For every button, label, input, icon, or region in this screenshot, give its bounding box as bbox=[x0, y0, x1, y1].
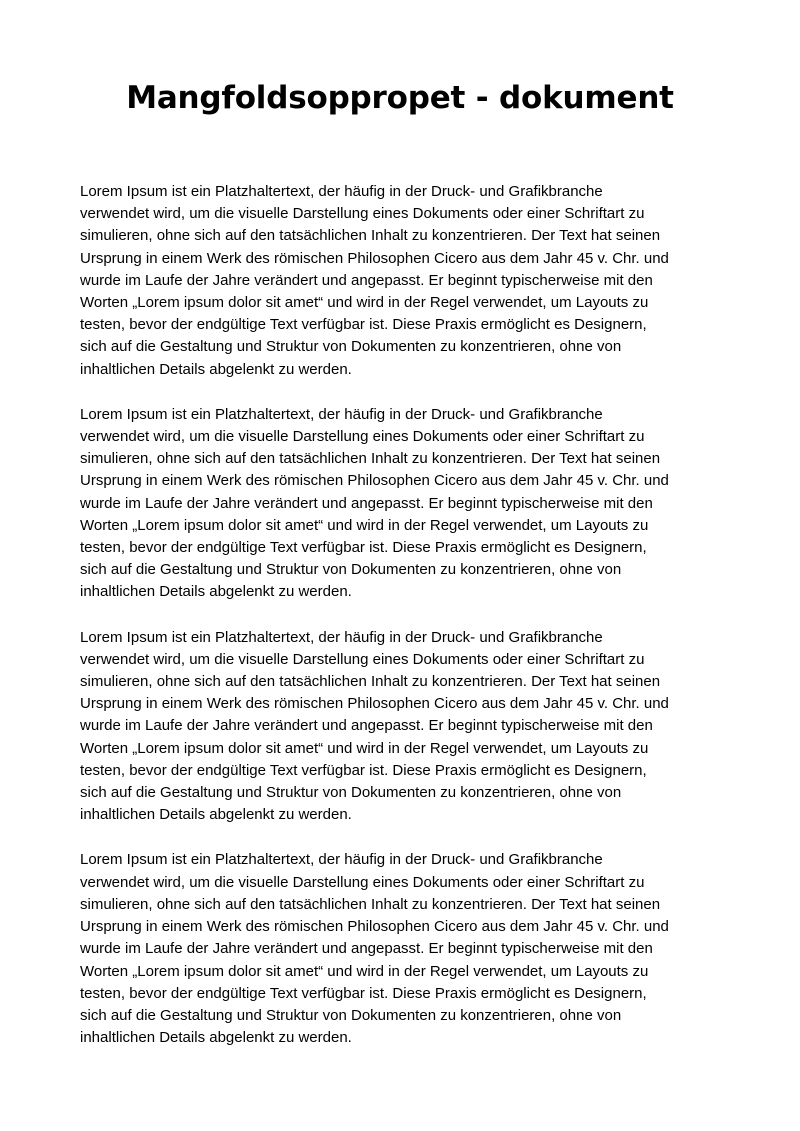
text-line: testen, bevor der endgültige Text verfügbar ist. Diese Praxis ermöglicht es Designern, bbox=[80, 539, 647, 557]
text-line: sich auf die Gestaltung und Struktur von Dokumenten zu konzentrieren, ohne von bbox=[80, 784, 622, 802]
text-line: inhaltlichen Details abgelenkt zu werden. bbox=[80, 806, 352, 824]
paragraph-1 bbox=[80, 181, 730, 381]
document-title: Mangfoldsoppropet - dokument bbox=[126, 80, 674, 116]
text-line: verwendet wird, um die visuelle Darstellung eines Dokuments oder einer Schriftart zu bbox=[80, 873, 645, 891]
paragraph-4 bbox=[80, 849, 730, 1049]
text-line: inhaltlichen Details abgelenkt zu werden. bbox=[80, 1029, 352, 1047]
text-line: Worten „Lorem ipsum dolor sit amet“ und wird in der Regel verwendet, um Layouts zu bbox=[80, 294, 649, 312]
text-line: sich auf die Gestaltung und Struktur von Dokumenten zu konzentrieren, ohne von bbox=[80, 561, 622, 579]
text-line: verwendet wird, um die visuelle Darstellung eines Dokuments oder einer Schriftart zu bbox=[80, 428, 645, 446]
text-line: inhaltlichen Details abgelenkt zu werden. bbox=[80, 360, 352, 378]
text-line: inhaltlichen Details abgelenkt zu werden. bbox=[80, 583, 352, 601]
text-line: wurde im Laufe der Jahre verändert und angepasst. Er beginnt typischerweise mit den bbox=[80, 940, 653, 958]
text-line: Worten „Lorem ipsum dolor sit amet“ und wird in der Regel verwendet, um Layouts zu bbox=[80, 516, 649, 534]
text-line: Worten „Lorem ipsum dolor sit amet“ und wird in der Regel verwendet, um Layouts zu bbox=[80, 962, 649, 980]
text-line: wurde im Laufe der Jahre verändert und angepasst. Er beginnt typischerweise mit den bbox=[80, 494, 653, 512]
text-line: wurde im Laufe der Jahre verändert und angepasst. Er beginnt typischerweise mit den bbox=[80, 717, 653, 735]
paragraph-2 bbox=[80, 404, 730, 604]
text-line: verwendet wird, um die visuelle Darstellung eines Dokuments oder einer Schriftart zu bbox=[80, 205, 645, 223]
text-line: simulieren, ohne sich auf den tatsächlichen Inhalt zu konzentrieren. Der Text hat seinen bbox=[80, 673, 661, 691]
text-line: testen, bevor der endgültige Text verfügbar ist. Diese Praxis ermöglicht es Designern, bbox=[80, 984, 647, 1002]
text-line: Worten „Lorem ipsum dolor sit amet“ und wird in der Regel verwendet, um Layouts zu bbox=[80, 739, 649, 757]
text-line: Lorem Ipsum ist ein Platzhaltertext, der häufig in der Druck- und Grafikbranche bbox=[80, 405, 603, 423]
text-line: sich auf die Gestaltung und Struktur von Dokumenten zu konzentrieren, ohne von bbox=[80, 338, 622, 356]
text-line: sich auf die Gestaltung und Struktur von Dokumenten zu konzentrieren, ohne von bbox=[80, 1006, 622, 1024]
text-line: Ursprung in einem Werk des römischen Philosophen Cicero aus dem Jahr 45 v. Chr. und bbox=[80, 249, 669, 267]
text-line: wurde im Laufe der Jahre verändert und angepasst. Er beginnt typischerweise mit den bbox=[80, 271, 653, 289]
text-line: Lorem Ipsum ist ein Platzhaltertext, der häufig in der Druck- und Grafikbranche bbox=[80, 183, 603, 200]
text-line: Lorem Ipsum ist ein Platzhaltertext, der häufig in der Druck- und Grafikbranche bbox=[80, 851, 603, 869]
document-body bbox=[80, 181, 730, 1072]
text-line: Ursprung in einem Werk des römischen Philosophen Cicero aus dem Jahr 45 v. Chr. und bbox=[80, 472, 669, 490]
text-line: simulieren, ohne sich auf den tatsächlichen Inhalt zu konzentrieren. Der Text hat seinen bbox=[80, 227, 661, 245]
text-line: Lorem Ipsum ist ein Platzhaltertext, der häufig in der Druck- und Grafikbranche bbox=[80, 628, 603, 646]
text-line: Ursprung in einem Werk des römischen Philosophen Cicero aus dem Jahr 45 v. Chr. und bbox=[80, 918, 669, 936]
text-line: verwendet wird, um die visuelle Darstellung eines Dokuments oder einer Schriftart zu bbox=[80, 650, 645, 668]
text-line: simulieren, ohne sich auf den tatsächlichen Inhalt zu konzentrieren. Der Text hat seinen bbox=[80, 450, 661, 468]
text-line: testen, bevor der endgültige Text verfügbar ist. Diese Praxis ermöglicht es Designern, bbox=[80, 316, 647, 334]
text-line: testen, bevor der endgültige Text verfügbar ist. Diese Praxis ermöglicht es Designern, bbox=[80, 761, 647, 779]
text-line: simulieren, ohne sich auf den tatsächlichen Inhalt zu konzentrieren. Der Text hat seinen bbox=[80, 895, 661, 913]
text-line: Ursprung in einem Werk des römischen Philosophen Cicero aus dem Jahr 45 v. Chr. und bbox=[80, 695, 669, 713]
paragraph-3 bbox=[80, 627, 730, 827]
